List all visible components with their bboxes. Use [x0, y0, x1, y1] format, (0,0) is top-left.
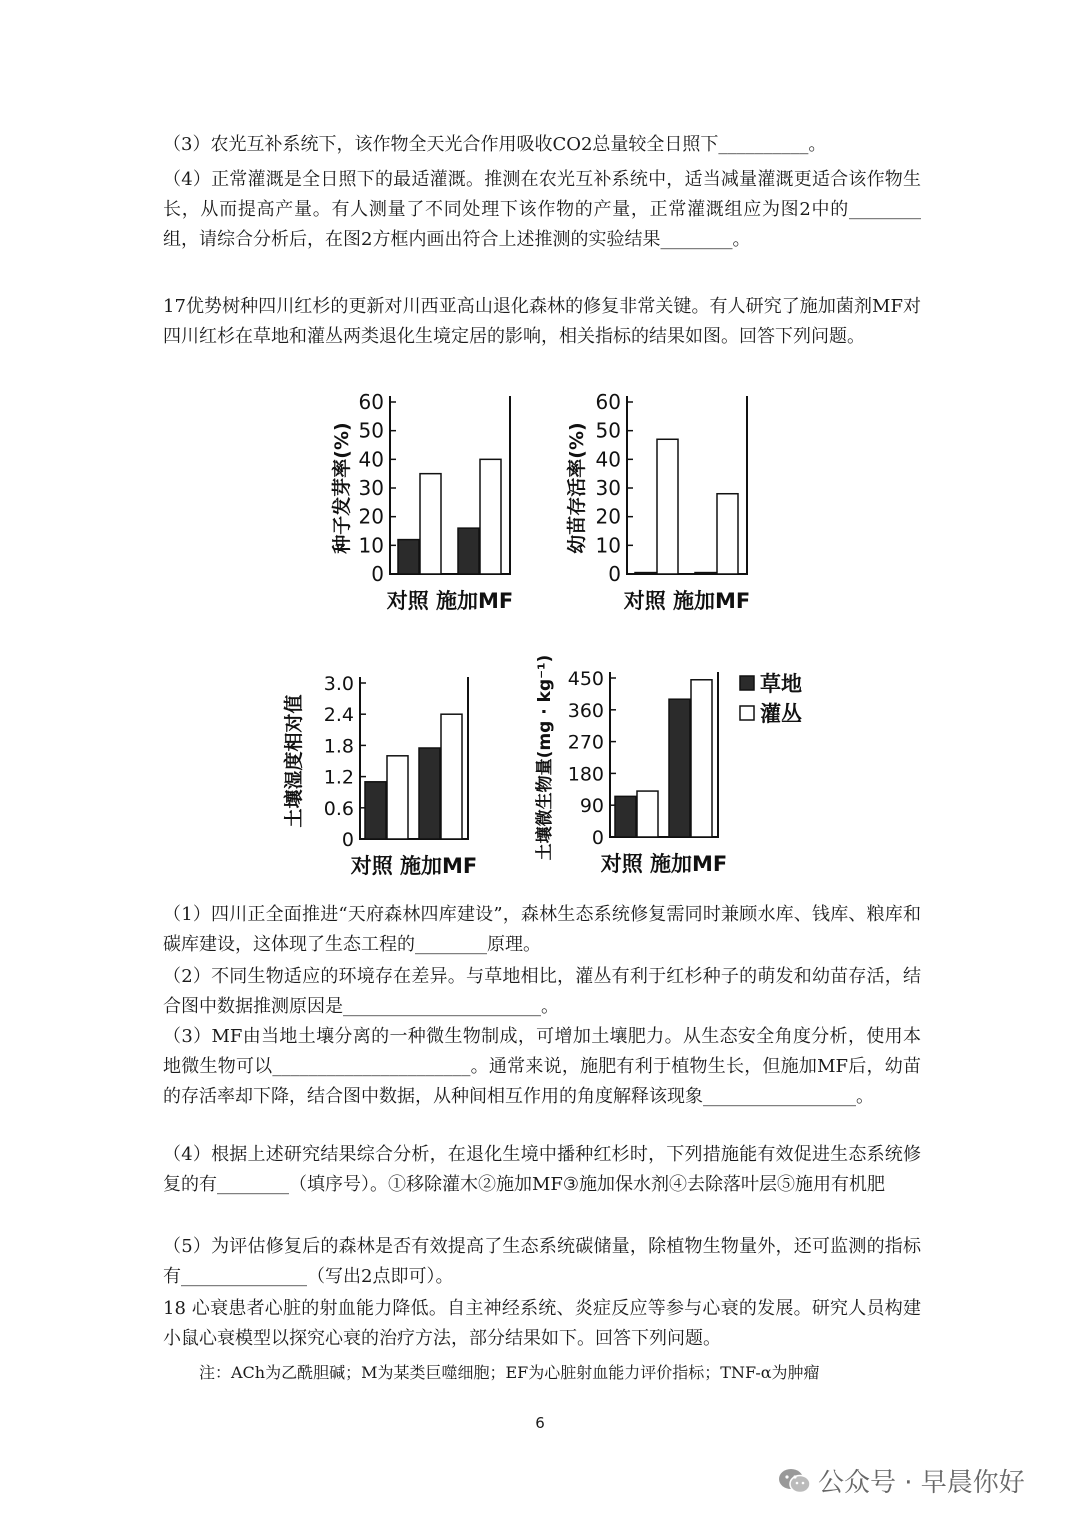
watermark	[778, 1462, 1025, 1499]
y-tick-label: 1.2	[323, 766, 354, 789]
bar-shrub-mf	[441, 714, 462, 839]
q17-intro: 17优势树种四川红杉的更新对川西亚高山退化森林的修复非常关键。有人研究了施加菌剂MF对四川红杉在草地和灌丛两类退化生境定居的影响，相关指标的结果如图。回答下列问题。	[163, 296, 921, 347]
x-category-labels: 对照 施加MF	[386, 589, 514, 613]
y-axis-label: 土壤湿度相对值	[283, 694, 305, 828]
x-category-labels: 对照 施加MF	[350, 854, 478, 878]
q17-part1: （1）四川正全面推进“天府森林四库建设”，森林生态系统修复需同时兼顾水库、钱库、粮库和碳库建设，这体现了生态工程的________原理。	[163, 904, 921, 955]
bar-grass-control	[615, 796, 636, 837]
q16-part4: （4）正常灌溉是全日照下的最适灌溉。推测在农光互补系统中，适当减量灌溉更适合该作物生长，从而提高产量。有人测量了不同处理下该作物的产量，正常灌溉组应为图2中的________组，请综合分析后，在图2方框内画出符合上述推测的实验结果________。	[163, 169, 921, 250]
q18-intro: 18 心衰患者心脏的射血能力降低。自主神经系统、炎症反应等参与心衰的发展。研究人员构建小鼠心衰模型以探究心衰的治疗方法，部分结果如下。回答下列问题。	[163, 1298, 921, 1349]
y-tick-label: 450	[567, 668, 604, 690]
y-tick-label: 0	[371, 562, 384, 586]
bar-grass-control	[365, 782, 386, 839]
bar-shrub-control	[420, 474, 441, 574]
bar-grass-mf	[458, 528, 479, 574]
y-tick-label: 10	[595, 533, 621, 558]
y-axis-label: 种子发芽率(%)	[331, 422, 353, 554]
y-tick-label: 0	[608, 562, 621, 586]
y-tick-label: 50	[595, 418, 621, 443]
bar-grass-control	[635, 573, 656, 575]
legend-label: 灌丛	[760, 702, 802, 726]
chart-seed-germination	[300, 388, 570, 618]
bar-shrub-mf	[717, 494, 738, 574]
y-tick-label: 20	[595, 504, 621, 529]
page-number: 6	[535, 1414, 545, 1432]
y-tick-label: 60	[595, 390, 621, 414]
x-category-labels: 对照 施加MF	[623, 589, 751, 613]
chart-soil-moisture	[270, 655, 550, 885]
y-tick-label: 40	[595, 447, 621, 472]
q17-part2: （2）不同生物适应的环境存在差异。与草地相比，灌丛有利于红杉种子的萌发和幼苗存活，结合图中数据推测原因是______________________。	[163, 966, 921, 1017]
q17-part3: （3）MF由当地土壤分离的一种微生物制成，可增加土壤肥力。从生态安全角度分析，使用本地微生物可以______________________。通常来说，施肥有利于植物生长，但施加MF后，幼苗的存活率却下降，结合图中数据，从种间相互作用的角度解释该现象_________________。	[163, 1026, 921, 1107]
chart-seedling-survival	[545, 388, 815, 618]
y-tick-label: 20	[358, 504, 384, 529]
y-axis-label: 幼苗存活率(%)	[566, 422, 588, 554]
bar-grass-mf	[695, 573, 716, 575]
y-tick-label: 30	[595, 476, 621, 500]
y-tick-label: 1.8	[323, 735, 354, 758]
y-tick-label: 2.4	[323, 704, 354, 727]
bar-shrub-mf	[691, 680, 712, 837]
y-tick-label: 90	[579, 795, 604, 818]
y-tick-label: 0	[341, 829, 354, 851]
y-tick-label: 60	[358, 390, 384, 414]
q17-part4: （4）根据上述研究结果综合分析，在退化生境中播种红杉时，下列措施能有效促进生态系统修复的有________（填序号）。①移除灌木②施加MF③施加保水剂④去除落叶层⑤施用有机肥	[163, 1144, 921, 1195]
wechat-icon	[778, 1467, 812, 1495]
legend-swatch	[740, 706, 754, 720]
bar-shrub-control	[387, 756, 408, 839]
y-tick-label: 30	[358, 476, 384, 500]
y-tick-label: 3.0	[323, 673, 354, 695]
chart-soil-microbial-biomass	[520, 620, 820, 885]
y-tick-label: 0.6	[323, 797, 354, 820]
y-tick-label: 50	[358, 418, 384, 443]
y-axis-label: 土壤微生物量(mg · kg⁻¹)	[535, 654, 555, 861]
q16-part3: （3）农光互补系统下，该作物全天光合作用吸收CO2总量较全日照下__________。	[163, 134, 827, 155]
bar-shrub-control	[657, 439, 678, 574]
y-tick-label: 40	[358, 447, 384, 472]
bar-grass-mf	[669, 699, 690, 837]
q17-part5: （5）为评估修复后的森林是否有效提高了生态系统碳储量，除植物生物量外，还可监测的指标有______________（写出2点即可）。	[163, 1236, 921, 1287]
watermark-text: 公众号 · 早晨你好	[818, 1468, 1025, 1498]
bar-grass-mf	[419, 748, 440, 839]
y-tick-label: 270	[567, 731, 604, 754]
y-tick-label: 0	[591, 827, 604, 849]
y-tick-label: 180	[567, 763, 604, 786]
q18-note: 注：ACh为乙酰胆碱；M为某类巨噬细胞；EF为心脏射血能力评价指标；TNF-α为肿瘤	[199, 1363, 820, 1382]
x-category-labels: 对照 施加MF	[600, 852, 728, 876]
legend-swatch	[740, 676, 754, 690]
bar-shrub-mf	[480, 459, 501, 574]
y-tick-label: 360	[567, 699, 604, 722]
legend-label: 草地	[760, 672, 802, 696]
bar-shrub-control	[637, 791, 658, 837]
y-tick-label: 10	[358, 533, 384, 558]
bar-grass-control	[398, 540, 419, 574]
